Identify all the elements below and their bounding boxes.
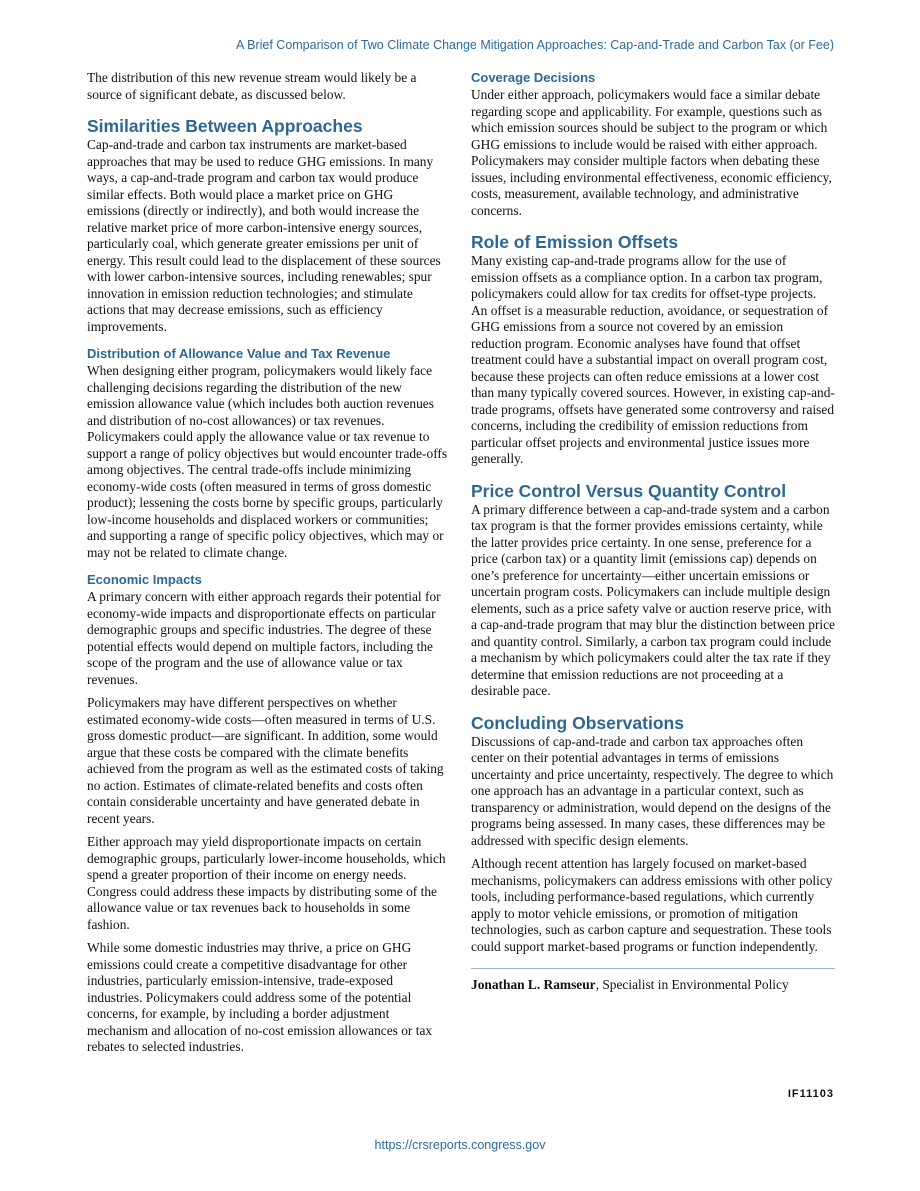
author-line: [471, 977, 835, 994]
price-control-paragraph: A primary difference between a cap-and-trade system and a carbon tax program is that the former provides emissions certainty, while the latter provides price certainty. In one sense, preference for a price (carbon tax) or a quantity limit (emissions cap) depends on one’s preference for uncertainty—either uncertain emissions or uncertain program costs. Policymakers can include multiple design elements, such as a price safety valve or auction reserve price, with a cap-and-trade program that may blur the distinction between price and quantity control. Similarly, a carbon tax program could include a mechanism by which policymakers could alter the tax rate if they determine that emission reductions are not proceeding at a desirable pace.: [471, 501, 836, 698]
author-name: Jonathan L. Ramseur: [471, 977, 596, 992]
concluding-heading: Concluding Observations: [471, 712, 684, 733]
economic-paragraph-4: While some domestic industries may thrive, a price on GHG emissions could create a competitive disadvantage for other industries, particularly emission-intensive, trade-exposed industries. Policymakers could address some of the potential concerns, for example, by including a border adjustment mechanism and allocation of no-cost emission allowances or tax rebates to selected industries.: [87, 940, 433, 1054]
offsets-heading: Role of Emission Offsets: [471, 232, 679, 252]
intro-paragraph: The distribution of this new revenue stream would likely be a source of significant debate, as discussed below.: [87, 70, 417, 102]
author-divider: [471, 968, 835, 969]
similarities-paragraph: Cap-and-trade and carbon tax instruments are market-based approaches that may be used to reduce GHG emissions. In many ways, a cap-and-trade program and carbon tax would produce similar effects. Both would place a market price on GHG emissions (directly or indirectly), and both would increase the relative market price of more carbon-intensive energy sources, particularly coal, which generate greater emissions per unit of energy. This result could lead to the displacement of these sources with lower carbon-intensive sources, including renewables; spur innovation in emission reduction technologies; and stimulate actions that may decrease emissions, such as efficiency improvements.: [87, 137, 441, 334]
economic-paragraph-3: Either approach may yield disproportionate impacts on certain demographic groups, particularly lower-income households, which spend a greater proportion of their income on energy needs. Congress could address these impacts by distributing some of the allowance value or tax revenues back to households in some fashion.: [87, 834, 446, 932]
distribution-heading: Distribution of Allowance Value and Tax Revenue: [87, 346, 391, 361]
distribution-paragraph: When designing either program, policymakers would likely face challenging decisions regarding the distribution of the new emission allowance value (which includes both auction revenues and distribution of no-cost allowances) or tax revenues. Policymakers could apply the allowance value or tax revenue to support a range of policy objectives but would encounter trade-offs among objectives. The central trade-offs include minimizing economy-wide costs (often measured in terms of gross domestic product); lessening the costs borne by specific groups, particularly low-income households and displaced workers or communities; and supporting a range of specific policy objectives, which may or may not be related to climate change.: [87, 363, 448, 560]
economic-paragraph-1: A primary concern with either approach regards their potential for economy-wide impacts and disproportionate effects on particular demographic groups and specific industries. The degree of these potential effects would depend on multiple factors, including the scope of the program and the use of allowance value or tax revenues.: [87, 589, 441, 687]
coverage-heading: Coverage Decisions: [471, 70, 596, 85]
similarities-heading: Similarities Between Approaches: [87, 116, 363, 136]
price-control-heading: Price Control Versus Quantity Control: [471, 480, 787, 501]
economic-impacts-heading: Economic Impacts: [87, 572, 202, 587]
document-id: IF11103: [787, 1088, 834, 1100]
economic-paragraph-2: Policymakers may have different perspectives on whether estimated economy-wide costs—often measured in terms of U.S. gross domestic product—are significant. In addition, some would argue that these costs be compared with the climate benefits achieved from the program as well as the estimated costs of taking no action. Estimates of climate-related benefits and costs often contain considerable uncertainty and have generated debate in recent years.: [87, 695, 444, 826]
left-column: [87, 70, 449, 1063]
concluding-paragraph-1: Discussions of cap-and-trade and carbon tax approaches often center on their potential advantages in terms of emissions uncertainty and price uncertainty, respectively. The degree to which one approach has an advantage in a particular context, such as transparency or administration, would depend on the designs of the programs being assessed. In many cases, these differences may be addressed with specific design elements.: [471, 733, 834, 848]
concluding-paragraph-2: Although recent attention has largely focused on market-based mechanisms, policymakers can address emissions with other policy tools, including performance-based regulations, which currently apply to motor vehicle emissions, or promotion of mitigation technologies, such as carbon capture and sequestration. These tools could support market-based programs or function independently.: [471, 856, 833, 954]
running-header-title: A Brief Comparison of Two Climate Change Mitigation Approaches: Cap-and-Trade and Carbon Tax (or Fee): [236, 38, 834, 52]
offsets-paragraph: Many existing cap-and-trade programs allow for the use of emission offsets as a compliance option. In a carbon tax program, policymakers could allow for tax credits for offset-type projects. An offset is a measurable reduction, avoidance, or sequestration of GHG emissions from a source not covered by an emission reduction program. Economic analyses have found that offset treatment could have a substantial impact on overall program cost, because these projects can often reduce emissions at a lower cost than many typically covered sources. However, in existing cap-and-trade programs, offsets have generated some controversy and raised concerns, including the credibility of emission reductions from particular offset projects and environmental justice issues more generally.: [471, 253, 835, 466]
coverage-paragraph: Under either approach, policymakers would face a similar debate regarding scope and applicability. For example, questions such as which emission sources should be subject to the program or which GHG emissions to include would be raised with either approach. Policymakers may consider multiple factors when debating these issues, including environmental effectiveness, economic efficiency, costs, measurement, available technology, and administrative concerns.: [471, 87, 832, 218]
footer-url-link[interactable]: https://crsreports.congress.gov: [374, 1138, 546, 1152]
author-title: , Specialist in Environmental Policy: [595, 977, 789, 992]
right-column: [471, 70, 835, 994]
